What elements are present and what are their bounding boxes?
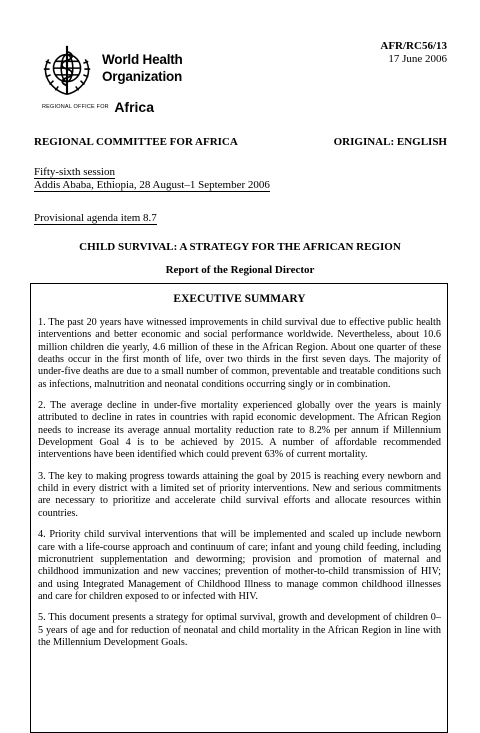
summary-paragraph-5: 5. This document presents a strategy for optimal survival, growth and development of children 0–5 years of age and for reduction of neonatal and child mortality in the African Region in line with the Millennium Development Goals.	[38, 612, 441, 648]
document-subtitle: Report of the Regional Director	[165, 264, 315, 276]
original-language: ORIGINAL: ENGLISH	[333, 136, 447, 148]
executive-summary-box	[30, 283, 448, 733]
document-date: 17 June 2006	[388, 53, 447, 65]
document-title: CHILD SURVIVAL: A STRATEGY FOR THE AFRICAN REGION	[79, 241, 401, 253]
session-info	[34, 166, 270, 192]
regional-office-prefix: REGIONAL OFFICE FOR	[42, 103, 109, 110]
session-name: Fifty-sixth session	[34, 166, 115, 178]
document-reference	[380, 40, 447, 66]
org-name-line2: Organization	[102, 69, 183, 84]
session-location: Addis Ababa, Ethiopia, 28 August–1 September 2006	[34, 179, 270, 191]
org-name-line1: World Health	[102, 52, 183, 67]
summary-paragraph-1: 1. The past 20 years have witnessed improvements in child survival due to effective public health interventions and better economic and social performance worldwide. Nevertheless, about 10.6 million children die yearly, 4.6 million of these in the African Region. About one quarter of these deaths occur in the first month of life, over two thirds in the first seven days. The majority of under-five deaths are due to a small number of common, preventable and treatable conditions such as infections, malnutrition and neonatal conditions occurring singly or in combination.	[38, 317, 441, 390]
who-emblem-icon	[38, 42, 96, 100]
agenda-item-text: Provisional agenda item 8.7	[34, 212, 157, 224]
regional-office	[42, 98, 154, 116]
summary-paragraph-2: 2. The average decline in under-five mortality experienced globally over the years is mainly attributed to decline in rates in countries with rapid economic development. The African Region needs to increase its average annual mortality reduction rate to 8.2% per annum if Millennium Development Goal 4 is to be achieved by 2015. A number of affordable recommended interventions have been identified which could prevent 63% of current mortality.	[38, 400, 441, 461]
organization-name	[102, 51, 183, 85]
summary-paragraph-3: 3. The key to making progress towards attaining the goal by 2015 is reaching every newborn and child in every district with a limited set of priority interventions. New and serious commitments are necessary to prioritize and accelerate child survival efforts and allocate resources within countries.	[38, 470, 441, 519]
executive-summary-heading: EXECUTIVE SUMMARY	[173, 293, 306, 305]
committee-name: REGIONAL COMMITTEE FOR AFRICA	[34, 136, 238, 148]
agenda-item	[34, 212, 157, 224]
regional-office-region: Africa	[114, 98, 154, 115]
summary-paragraph-4: 4. Priority child survival interventions that will be implemented and scaled up include newborn care with a life-course approach and continuum of care; infant and young child feeding, including micronutrient supplementation and deworming; provision and promotion of maternal and childhood immunization and new vaccines; prevention of mother-to-child transmission of HIV; and using Integrated Management of Childhood Illness to manage common childhood illnesses and care for children exposed to or infected with HIV.	[38, 529, 441, 602]
document-code: AFR/RC56/13	[380, 40, 447, 52]
who-logo	[34, 38, 184, 113]
